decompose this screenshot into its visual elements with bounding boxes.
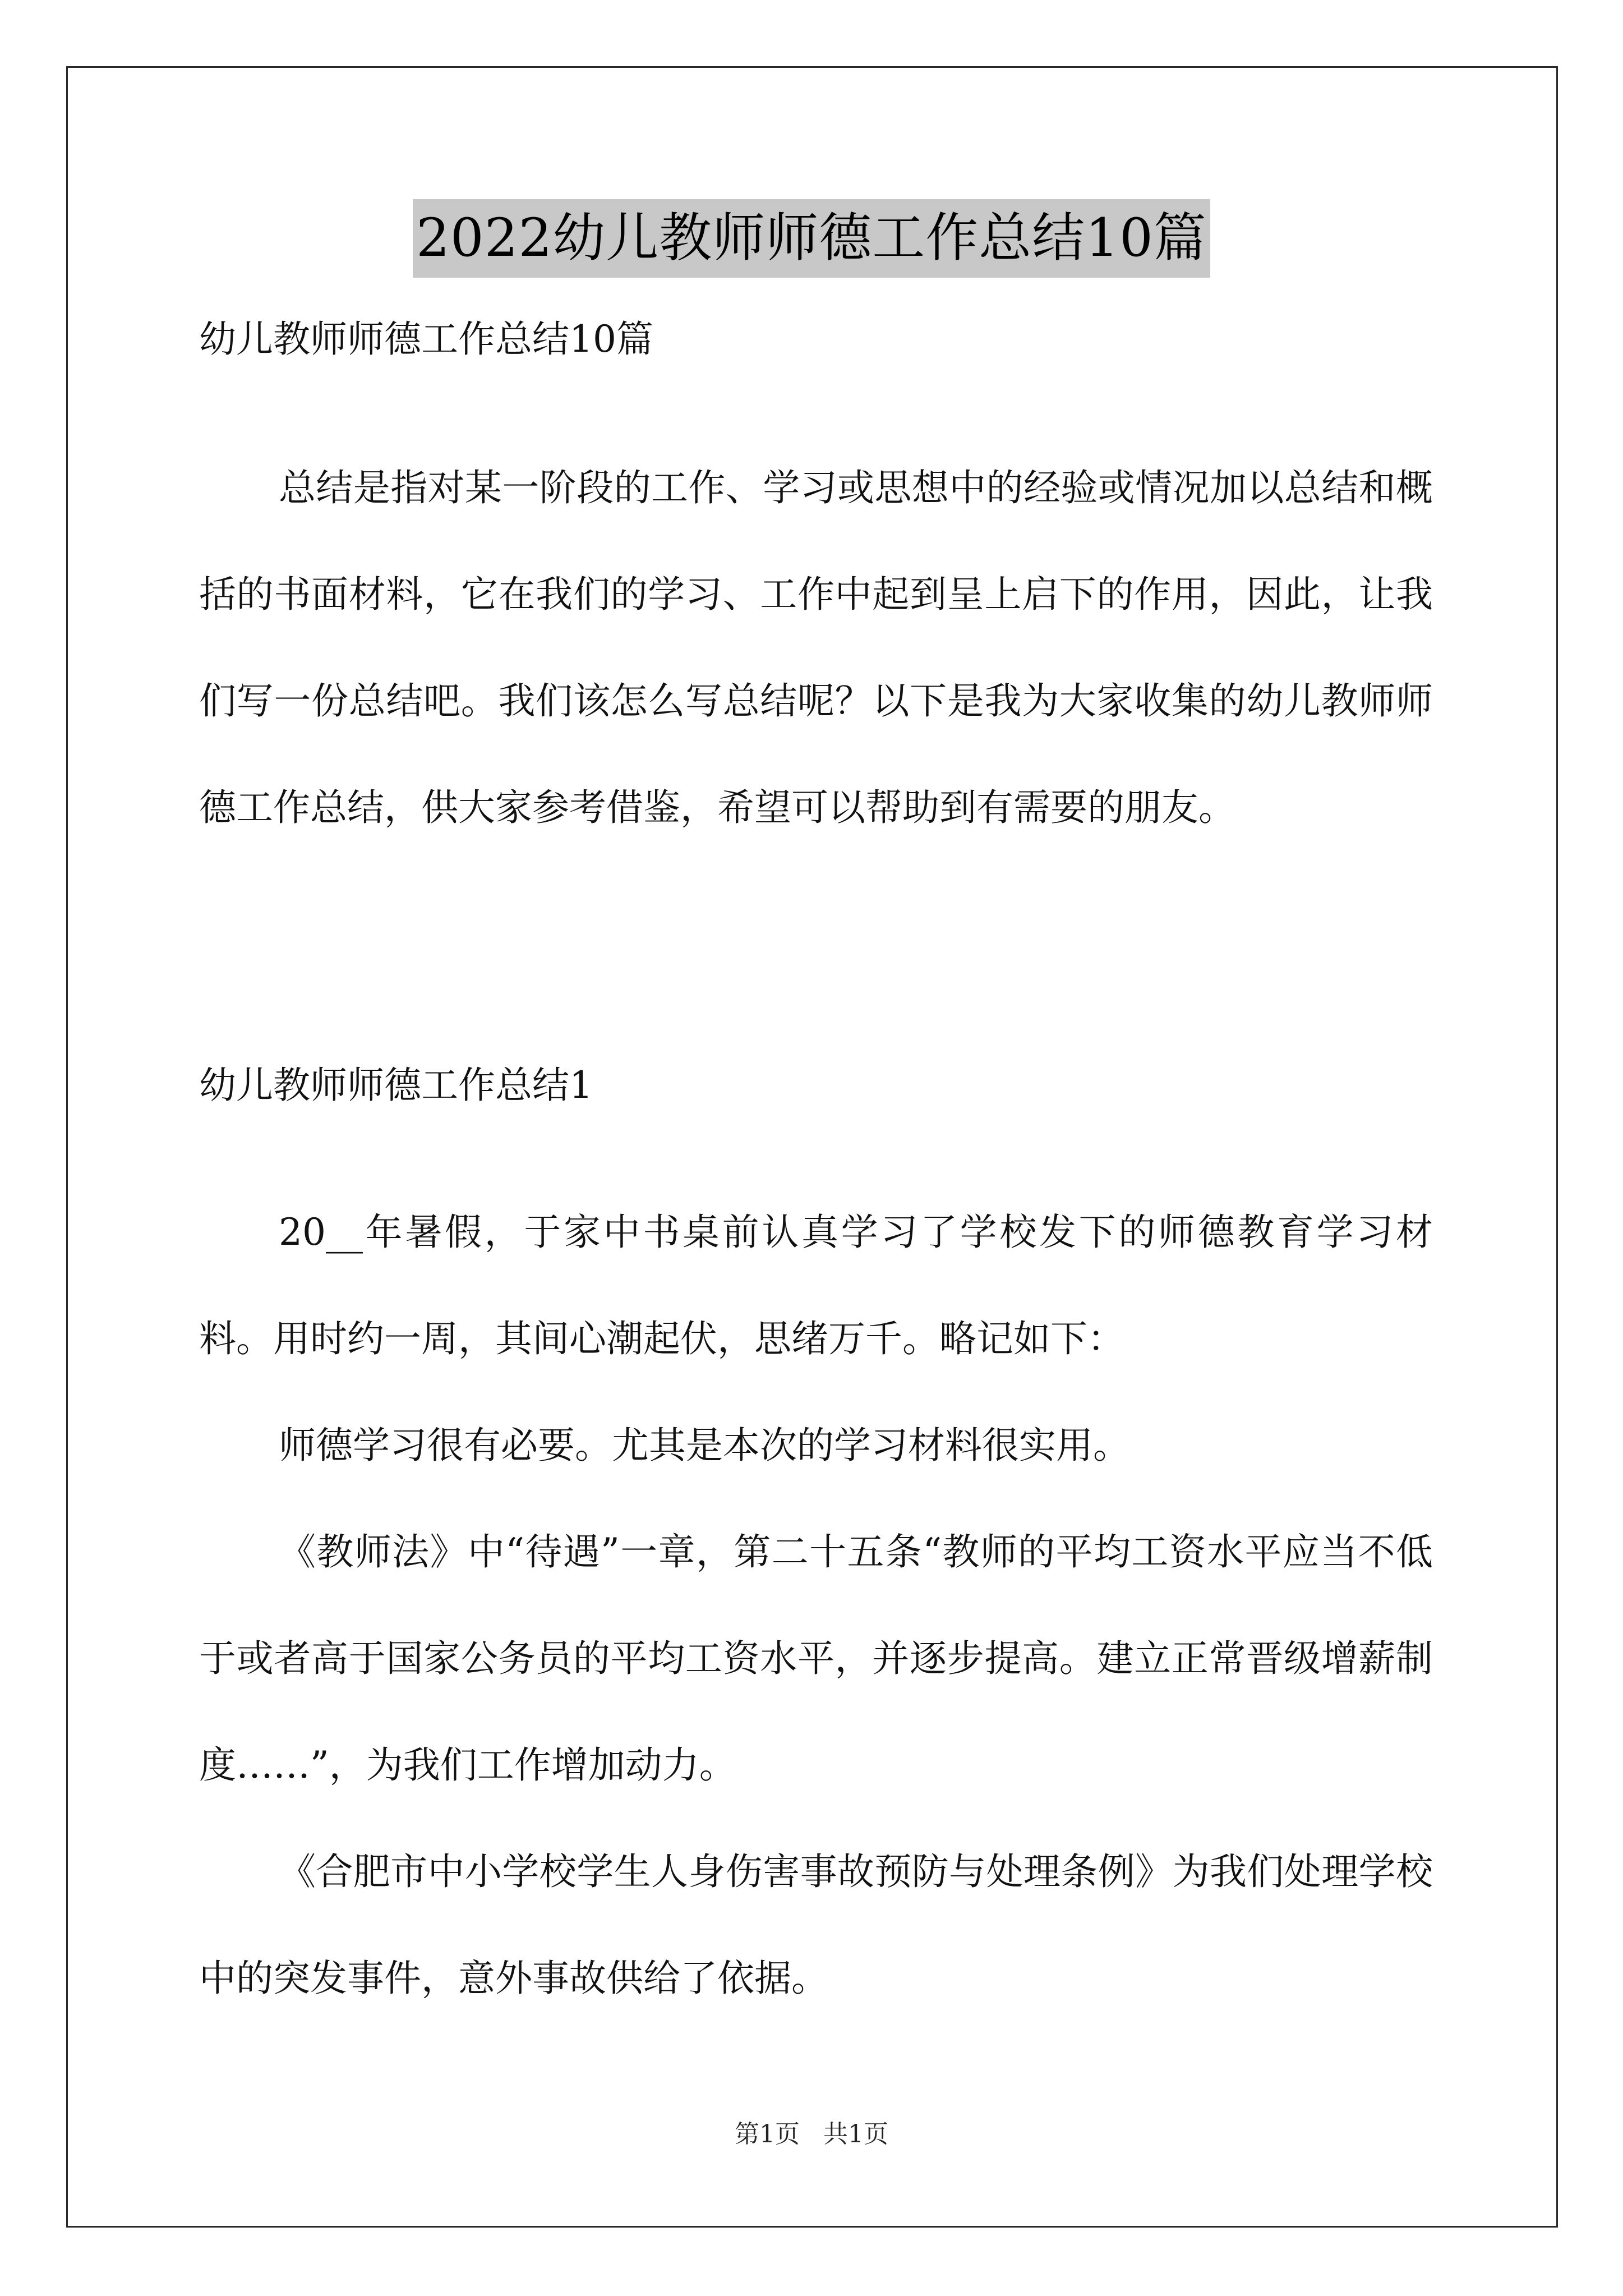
document-title: 2022幼儿教师师德工作总结10篇 xyxy=(413,199,1210,278)
body-paragraph-1: 20__年暑假，于家中书桌前认真学习了学校发下的师德教育学习材料。用时约一周，其间心潮起伏，思绪万千。略记如下： xyxy=(199,1211,1433,1360)
page-footer: 第1页 共1页 xyxy=(735,2120,888,2148)
title-container xyxy=(0,199,1623,278)
body-paragraph-2: 师德学习很有必要。尤其是本次的学习材料很实用。 xyxy=(279,1424,1130,1467)
document-subtitle: 幼儿教师师德工作总结10篇 xyxy=(199,318,653,361)
body-paragraph-4: 《合肥市中小学校学生人身伤害事故预防与处理条例》为我们处理学校中的突发事件，意外事故供给了依据。 xyxy=(199,1850,1433,2000)
intro-paragraph: 总结是指对某一阶段的工作、学习或思想中的经验或情况加以总结和概括的书面材料，它在我们的学习、工作中起到呈上启下的作用，因此，让我们写一份总结吧。我们该怎么写总结呢？以下是我为大家收集的幼儿教师师德工作总结，供大家参考借鉴，希望可以帮助到有需要的朋友。 xyxy=(199,466,1433,829)
body-paragraph-3: 《教师法》中“待遇”一章，第二十五条“教师的平均工资水平应当不低于或者高于国家公务员的平均工资水平，并逐步提高。建立正常晋级增薪制度……”，为我们工作增加动力。 xyxy=(199,1530,1433,1787)
section-heading: 幼儿教师师德工作总结1 xyxy=(199,1064,593,1107)
